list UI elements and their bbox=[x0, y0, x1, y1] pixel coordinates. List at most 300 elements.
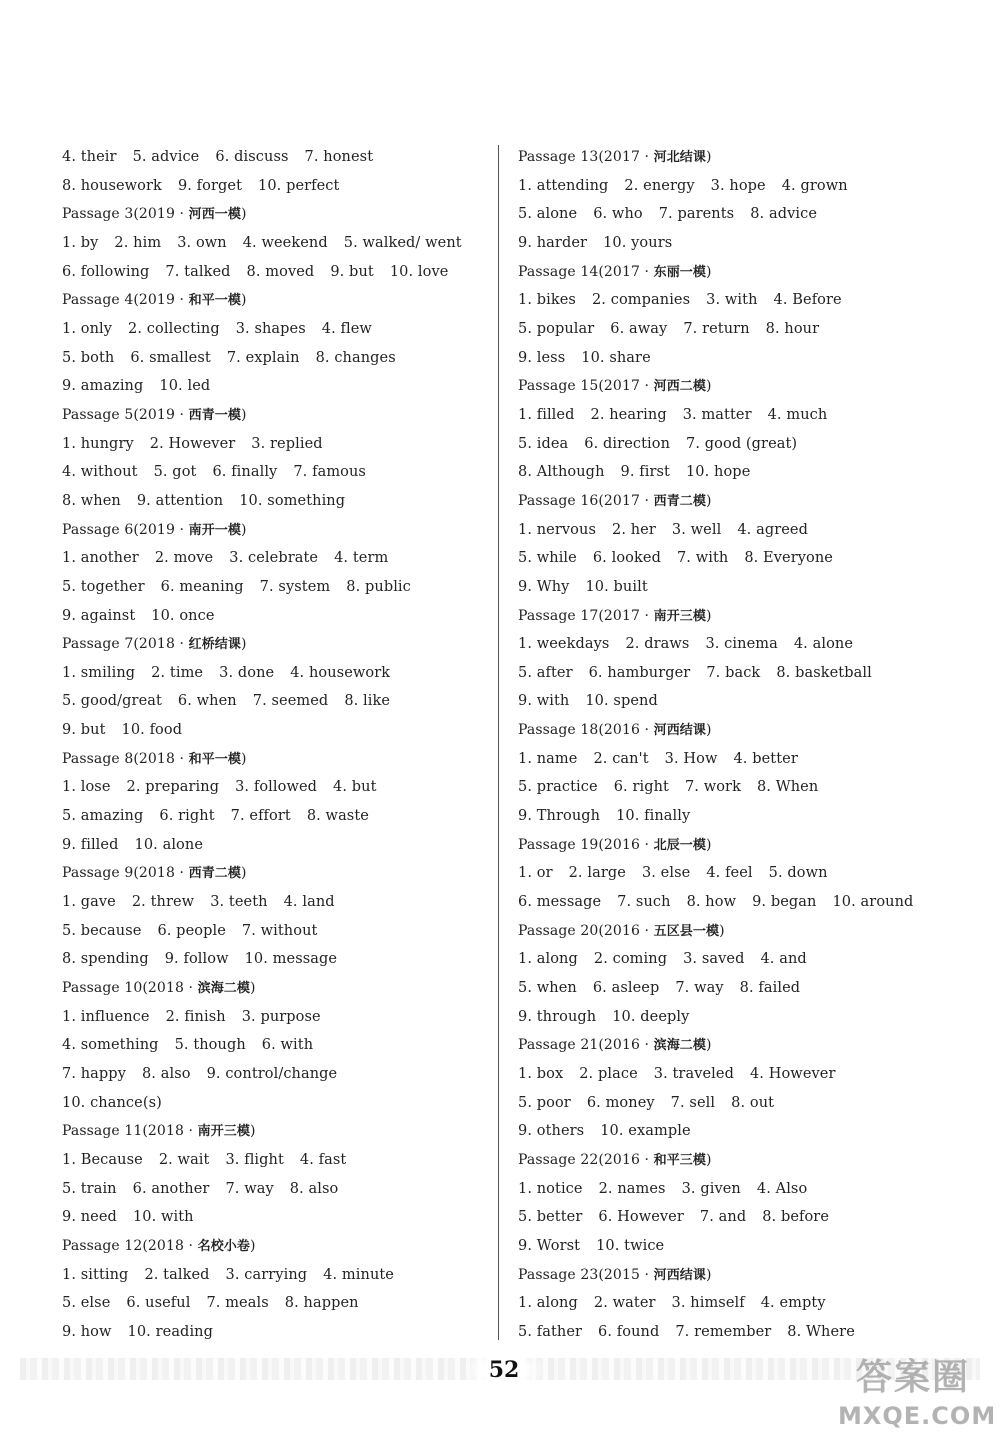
answer-item: 8. Everyone bbox=[744, 550, 833, 567]
answer-item: 9. Through bbox=[518, 808, 601, 825]
answer-item: 7. without bbox=[241, 922, 318, 939]
answer-row bbox=[62, 1060, 482, 1089]
answer-row bbox=[518, 773, 938, 802]
answer-item: 7. back bbox=[706, 664, 761, 681]
answer-item: 5. advice bbox=[132, 149, 200, 165]
answer-item: 1. gave bbox=[62, 894, 116, 911]
passage-label-close: ) bbox=[241, 636, 247, 653]
passage-label: Passage 5(2019 · bbox=[62, 406, 189, 423]
answer-item: 10. love bbox=[389, 263, 449, 280]
passage-label: Passage 18(2016 · bbox=[518, 722, 654, 739]
answer-item: 10. led bbox=[159, 378, 211, 395]
answer-item: 9. with bbox=[518, 693, 570, 710]
answer-row bbox=[518, 286, 938, 315]
answer-item: 8. When bbox=[756, 779, 819, 796]
answer-item: 5. because bbox=[62, 922, 142, 939]
answer-item: 10. around bbox=[832, 894, 914, 911]
answer-item: 2. place bbox=[579, 1066, 638, 1082]
exam-source-tag: 西青二模 bbox=[188, 866, 242, 882]
answer-item: 4. term bbox=[334, 550, 389, 567]
answer-item: 2. threw bbox=[131, 894, 195, 911]
answer-row bbox=[62, 888, 482, 917]
answer-row bbox=[62, 1318, 482, 1347]
answer-item: 9. filled bbox=[62, 836, 119, 853]
answer-item: 3. celebrate bbox=[229, 550, 319, 567]
passage-heading bbox=[518, 602, 938, 631]
answer-item: 9. began bbox=[752, 894, 817, 911]
answer-item: 3. given bbox=[681, 1180, 741, 1197]
answer-item: 5. poor bbox=[518, 1094, 571, 1111]
passage-label: Passage 3(2019 · bbox=[62, 206, 189, 223]
exam-source-tag: 河西二模 bbox=[653, 379, 707, 395]
passage-label-close: ) bbox=[706, 378, 712, 395]
answer-item: 10. perfect bbox=[258, 177, 340, 194]
answer-item: 2. time bbox=[151, 664, 204, 681]
answer-item: 4. flew bbox=[321, 320, 372, 337]
answer-item: 5. though bbox=[174, 1037, 246, 1054]
passage-label: Passage 19(2016 · bbox=[518, 836, 654, 853]
answer-item: 5. father bbox=[518, 1323, 583, 1340]
answer-item: 4. and bbox=[760, 951, 807, 968]
answer-row bbox=[518, 945, 938, 974]
answer-item: 7. such bbox=[617, 894, 671, 911]
answer-item: 5. down bbox=[768, 865, 828, 882]
answer-item: 4. land bbox=[283, 894, 335, 911]
answer-item: 6. who bbox=[593, 206, 643, 223]
answer-item: 10. food bbox=[121, 722, 183, 739]
answer-row bbox=[518, 745, 938, 774]
answer-row bbox=[518, 888, 938, 917]
answer-item: 8. how bbox=[686, 894, 737, 911]
answer-row bbox=[518, 802, 938, 831]
answer-row bbox=[62, 1261, 482, 1290]
answer-item: 2. collecting bbox=[128, 320, 220, 337]
answer-row bbox=[62, 1203, 482, 1232]
passage-label: Passage 7(2018 · bbox=[62, 636, 189, 653]
answer-item: 6. discuss bbox=[215, 149, 289, 165]
passage-heading bbox=[518, 917, 938, 946]
answer-item: 3. well bbox=[671, 521, 722, 538]
passage-label: Passage 9(2018 · bbox=[62, 865, 189, 882]
answer-item: 2. hearing bbox=[590, 406, 667, 423]
answer-item: 8. like bbox=[344, 693, 391, 710]
answer-item: 3. replied bbox=[251, 435, 323, 452]
passage-label-close: ) bbox=[241, 206, 247, 223]
exam-source-tag: 和平一模 bbox=[188, 751, 242, 767]
answer-item: 9. how bbox=[62, 1323, 112, 1340]
answer-row bbox=[518, 974, 938, 1003]
answer-item: 3. shapes bbox=[235, 320, 306, 337]
answer-item: 2. However bbox=[149, 435, 236, 452]
answer-item: 7. meals bbox=[206, 1295, 269, 1312]
answer-row bbox=[62, 315, 482, 344]
answer-item: 2. finish bbox=[165, 1008, 226, 1025]
answer-item: 6. right bbox=[613, 779, 669, 796]
answer-item: 10. something bbox=[239, 492, 346, 509]
answer-item: 2. energy bbox=[624, 177, 695, 194]
answer-item: 1. attending bbox=[518, 177, 609, 194]
answer-item: 3. flight bbox=[225, 1151, 284, 1168]
answer-item: 10. message bbox=[244, 951, 338, 968]
answer-item: 4. better bbox=[733, 750, 798, 767]
passage-label-close: ) bbox=[706, 1266, 712, 1283]
exam-source-tag: 北辰一模 bbox=[653, 837, 707, 853]
answer-row bbox=[518, 344, 938, 373]
answer-item: 3. himself bbox=[671, 1295, 745, 1312]
passage-heading bbox=[62, 974, 482, 1003]
answer-item: 3. purpose bbox=[241, 1008, 321, 1025]
answer-item: 1. bikes bbox=[518, 292, 576, 309]
answer-item: 1. sitting bbox=[62, 1266, 129, 1283]
answer-row bbox=[62, 1175, 482, 1204]
passage-heading bbox=[62, 286, 482, 315]
answer-item: 5. better bbox=[518, 1209, 583, 1226]
answer-item: 4. feel bbox=[706, 865, 753, 882]
answer-item: 10. chance(s) bbox=[62, 1094, 162, 1111]
passage-label: Passage 8(2018 · bbox=[62, 750, 189, 767]
answer-item: 4. housework bbox=[290, 664, 391, 681]
answer-item: 2. water bbox=[593, 1295, 656, 1312]
passage-label-close: ) bbox=[241, 292, 247, 309]
answer-item: 10. share bbox=[581, 349, 651, 366]
answer-item: 4. fast bbox=[299, 1151, 347, 1168]
answer-item: 7. explain bbox=[226, 349, 300, 366]
answer-item: 5. got bbox=[153, 464, 197, 481]
answer-row bbox=[62, 1089, 482, 1118]
passage-label: Passage 17(2017 · bbox=[518, 607, 654, 624]
answer-item: 5. while bbox=[518, 550, 577, 567]
answer-item: 4. Before bbox=[773, 292, 842, 309]
answer-item: 6. hamburger bbox=[588, 664, 691, 681]
answer-item: 8. hour bbox=[765, 320, 820, 337]
exam-source-tag: 名校小卷 bbox=[197, 1238, 251, 1254]
exam-source-tag: 西青二模 bbox=[653, 493, 707, 509]
answer-item: 9. but bbox=[62, 722, 106, 739]
answer-item: 3. followed bbox=[235, 779, 318, 796]
answer-item: 3. hope bbox=[710, 177, 766, 194]
answer-item: 9. first bbox=[620, 464, 670, 481]
passage-label-close: ) bbox=[250, 1237, 256, 1254]
answer-item: 4. grown bbox=[781, 177, 848, 194]
answer-item: 9. but bbox=[330, 263, 374, 280]
answer-item: 1. name bbox=[518, 750, 578, 767]
passage-heading bbox=[62, 859, 482, 888]
answer-item: 7. return bbox=[683, 320, 750, 337]
answer-row bbox=[518, 200, 938, 229]
answer-item: 10. with bbox=[132, 1209, 194, 1226]
answer-item: 1. box bbox=[518, 1066, 564, 1082]
answer-row bbox=[518, 859, 938, 888]
answer-row bbox=[62, 1289, 482, 1318]
answer-item: 10. built bbox=[585, 578, 648, 595]
answer-item: 6. meaning bbox=[160, 578, 244, 595]
answer-item: 9. Why bbox=[518, 578, 570, 595]
passage-label-close: ) bbox=[706, 1151, 712, 1168]
answer-item: 1. another bbox=[62, 550, 139, 567]
exam-source-tag: 东丽一模 bbox=[653, 264, 707, 280]
answer-item: 5. walked/ went bbox=[343, 234, 462, 251]
passage-heading bbox=[518, 1031, 938, 1060]
answer-item: 7. way bbox=[675, 980, 724, 997]
passage-label-close: ) bbox=[241, 865, 247, 882]
watermark-title: 答案圈 bbox=[855, 1357, 970, 1398]
answer-row bbox=[62, 430, 482, 459]
answer-item: 8. public bbox=[346, 578, 411, 595]
passage-label: Passage 23(2015 · bbox=[518, 1266, 654, 1283]
answer-item: 8. happen bbox=[284, 1295, 359, 1312]
answer-item: 8. basketball bbox=[776, 664, 872, 681]
exam-source-tag: 河西结课 bbox=[653, 723, 707, 739]
answer-item: 9. control/change bbox=[206, 1066, 338, 1082]
exam-source-tag: 滨海二模 bbox=[653, 1038, 707, 1054]
answer-item: 5. else bbox=[62, 1295, 111, 1312]
answer-item: 8. out bbox=[731, 1094, 775, 1111]
answer-item: 7. good (great) bbox=[686, 435, 798, 452]
passage-label-close: ) bbox=[719, 922, 725, 939]
answer-item: 3. with bbox=[706, 292, 758, 309]
answer-row bbox=[518, 172, 938, 201]
answer-item: 4. but bbox=[333, 779, 377, 796]
answer-item: 10. alone bbox=[134, 836, 204, 853]
exam-source-tag: 南开三模 bbox=[197, 1124, 251, 1140]
answer-item: 1. along bbox=[518, 951, 578, 968]
exam-source-tag: 西青一模 bbox=[188, 407, 242, 423]
watermark-url: MXQE.COM bbox=[838, 1402, 997, 1430]
answer-item: 3. How bbox=[664, 750, 718, 767]
answer-item: 1. Because bbox=[62, 1151, 143, 1168]
answer-item: 3. saved bbox=[683, 951, 745, 968]
answer-item: 7. system bbox=[259, 578, 331, 595]
passage-heading bbox=[62, 1232, 482, 1261]
exam-source-tag: 南开一模 bbox=[188, 522, 242, 538]
answer-row bbox=[518, 544, 938, 573]
exam-source-tag: 河北结课 bbox=[653, 150, 707, 165]
page-number: 52 bbox=[464, 1348, 544, 1392]
exam-source-tag: 红桥结课 bbox=[188, 637, 242, 653]
answer-item: 4. something bbox=[62, 1037, 159, 1054]
answer-item: 3. matter bbox=[682, 406, 752, 423]
answer-item: 1. lose bbox=[62, 779, 111, 796]
passage-label-close: ) bbox=[706, 722, 712, 739]
answer-item: 1. nervous bbox=[518, 521, 596, 538]
answer-row bbox=[62, 602, 482, 631]
answer-item: 4. Also bbox=[756, 1180, 808, 1197]
answer-row bbox=[518, 573, 938, 602]
passage-heading bbox=[62, 1117, 482, 1146]
answer-item: 7. talked bbox=[165, 263, 231, 280]
answer-row bbox=[62, 802, 482, 831]
answer-row bbox=[62, 458, 482, 487]
answer-row bbox=[518, 1060, 938, 1089]
watermark-logo bbox=[838, 1355, 997, 1443]
answer-item: 2. wait bbox=[158, 1151, 210, 1168]
answer-row bbox=[518, 1003, 938, 1032]
answer-item: 1. smiling bbox=[62, 664, 136, 681]
answer-item: 6. away bbox=[610, 320, 668, 337]
answer-item: 4. much bbox=[767, 406, 828, 423]
answer-row bbox=[62, 258, 482, 287]
answer-item: 3. carrying bbox=[225, 1266, 308, 1283]
answer-item: 1. or bbox=[518, 865, 553, 882]
answer-item: 6. useful bbox=[126, 1295, 191, 1312]
answer-item: 3. traveled bbox=[653, 1066, 734, 1082]
answer-item: 9. less bbox=[518, 349, 566, 366]
answer-item: 8. also bbox=[141, 1066, 191, 1082]
passage-label-close: ) bbox=[250, 980, 256, 997]
answer-row bbox=[62, 372, 482, 401]
passage-heading bbox=[518, 487, 938, 516]
passage-label: Passage 21(2016 · bbox=[518, 1037, 654, 1054]
answer-item: 10. yours bbox=[603, 234, 673, 251]
answer-item: 6. direction bbox=[584, 435, 671, 452]
answer-row bbox=[62, 1031, 482, 1060]
answer-item: 8. also bbox=[289, 1180, 339, 1197]
answer-item: 9. Worst bbox=[518, 1237, 581, 1254]
answer-item: 7. work bbox=[684, 779, 741, 796]
exam-source-tag: 南开三模 bbox=[653, 608, 707, 624]
answer-item: 4. empty bbox=[760, 1295, 826, 1312]
passage-label: Passage 15(2017 · bbox=[518, 378, 654, 395]
answer-row bbox=[62, 716, 482, 745]
answer-item: 5. when bbox=[518, 980, 577, 997]
answer-row bbox=[62, 917, 482, 946]
answer-item: 2. large bbox=[568, 865, 626, 882]
passage-label-close: ) bbox=[706, 836, 712, 853]
answer-item: 8. failed bbox=[739, 980, 801, 997]
answer-item: 6. another bbox=[132, 1180, 210, 1197]
answer-item: 6. looked bbox=[592, 550, 661, 567]
answer-row bbox=[518, 516, 938, 545]
answer-item: 8. housework bbox=[62, 177, 162, 194]
answer-row bbox=[518, 229, 938, 258]
answer-row bbox=[518, 687, 938, 716]
passage-label-close: ) bbox=[706, 1037, 712, 1054]
answer-item: 8. advice bbox=[750, 206, 818, 223]
answer-item: 5. train bbox=[62, 1180, 117, 1197]
answer-item: 6. asleep bbox=[592, 980, 660, 997]
answer-item: 7. famous bbox=[293, 464, 366, 481]
answer-item: 5. good/great bbox=[62, 693, 162, 710]
exam-source-tag: 和平三模 bbox=[653, 1152, 707, 1168]
answer-item: 9. attention bbox=[136, 492, 224, 509]
passage-label: Passage 22(2016 · bbox=[518, 1151, 654, 1168]
answer-row bbox=[62, 544, 482, 573]
passage-heading bbox=[62, 401, 482, 430]
passage-label: Passage 16(2017 · bbox=[518, 492, 654, 509]
answer-item: 7. and bbox=[699, 1209, 747, 1226]
answer-item: 4. alone bbox=[793, 636, 854, 653]
answer-item: 7. remember bbox=[675, 1323, 772, 1340]
answer-item: 10. example bbox=[600, 1123, 691, 1140]
answer-item: 1. along bbox=[518, 1295, 578, 1312]
answer-item: 8. Where bbox=[787, 1323, 855, 1340]
answer-row bbox=[62, 573, 482, 602]
passage-heading bbox=[518, 831, 938, 860]
answer-row bbox=[518, 1175, 938, 1204]
answer-item: 2. move bbox=[154, 550, 214, 567]
passage-heading bbox=[518, 1146, 938, 1175]
answer-item: 1. filled bbox=[518, 406, 575, 423]
answer-item: 2. her bbox=[612, 521, 656, 538]
passage-heading bbox=[62, 200, 482, 229]
passage-label: Passage 4(2019 · bbox=[62, 292, 189, 309]
exam-source-tag: 河西结课 bbox=[653, 1267, 707, 1283]
answer-item: 4. their bbox=[62, 149, 117, 165]
answer-row bbox=[518, 1089, 938, 1118]
passage-heading bbox=[518, 1261, 938, 1290]
answer-row bbox=[518, 1318, 938, 1347]
answer-item: 8. before bbox=[762, 1209, 830, 1226]
answer-item: 1. hungry bbox=[62, 435, 134, 452]
answer-item: 5. practice bbox=[518, 779, 598, 796]
answer-item: 8. moved bbox=[246, 263, 315, 280]
passage-label: Passage 10(2018 · bbox=[62, 980, 198, 997]
passage-label: Passage 20(2016 · bbox=[518, 922, 654, 939]
answer-item: 2. draws bbox=[625, 636, 690, 653]
answer-item: 10. twice bbox=[596, 1237, 665, 1254]
answer-item: 1. only bbox=[62, 320, 113, 337]
answer-item: 9. through bbox=[518, 1008, 597, 1025]
answer-item: 6. when bbox=[177, 693, 237, 710]
answer-item: 3. done bbox=[219, 664, 275, 681]
passage-label-close: ) bbox=[706, 492, 712, 509]
passage-heading bbox=[518, 258, 938, 287]
answer-item: 6. found bbox=[598, 1323, 660, 1340]
answer-item: 6. with bbox=[261, 1037, 314, 1054]
exam-source-tag: 河西一模 bbox=[188, 207, 242, 223]
answer-item: 8. waste bbox=[306, 808, 369, 825]
answer-item: 9. harder bbox=[518, 234, 588, 251]
exam-source-tag: 滨海二模 bbox=[197, 981, 251, 997]
answer-item: 7. happy bbox=[62, 1066, 126, 1082]
answer-item: 5. after bbox=[518, 664, 573, 681]
answer-item: 4. weekend bbox=[242, 234, 328, 251]
answer-item: 10. finally bbox=[616, 808, 691, 825]
passage-label-close: ) bbox=[706, 263, 712, 280]
answer-row bbox=[62, 831, 482, 860]
answer-item: 9. need bbox=[62, 1209, 117, 1226]
answer-item: 5. idea bbox=[518, 435, 569, 452]
answer-row bbox=[518, 1203, 938, 1232]
answer-item: 2. preparing bbox=[126, 779, 220, 796]
answer-row bbox=[62, 1003, 482, 1032]
answer-item: 6. right bbox=[159, 808, 215, 825]
answer-row bbox=[62, 229, 482, 258]
answer-row bbox=[518, 1117, 938, 1146]
answer-item: 6. people bbox=[157, 922, 226, 939]
answer-item: 4. agreed bbox=[737, 521, 808, 538]
answer-item: 7. parents bbox=[658, 206, 735, 223]
answer-item: 6. money bbox=[586, 1094, 655, 1111]
answer-item: 1. influence bbox=[62, 1008, 150, 1025]
answer-item: 1. notice bbox=[518, 1180, 583, 1197]
left-answer-column bbox=[62, 143, 482, 1347]
answer-row bbox=[62, 487, 482, 516]
answer-item: 6. finally bbox=[212, 464, 278, 481]
answer-item: 6. following bbox=[62, 263, 150, 280]
answer-item: 9. others bbox=[518, 1123, 585, 1140]
passage-label: Passage 13(2017 · bbox=[518, 149, 654, 165]
passage-label: Passage 14(2017 · bbox=[518, 263, 654, 280]
answer-item: 10. deeply bbox=[612, 1008, 690, 1025]
answer-item: 9. forget bbox=[177, 177, 242, 194]
answer-row bbox=[518, 458, 938, 487]
answer-row bbox=[62, 143, 482, 172]
answer-item: 2. him bbox=[114, 234, 162, 251]
answer-item: 7. seemed bbox=[252, 693, 329, 710]
passage-label-close: ) bbox=[250, 1123, 256, 1140]
answer-item: 3. else bbox=[641, 865, 691, 882]
